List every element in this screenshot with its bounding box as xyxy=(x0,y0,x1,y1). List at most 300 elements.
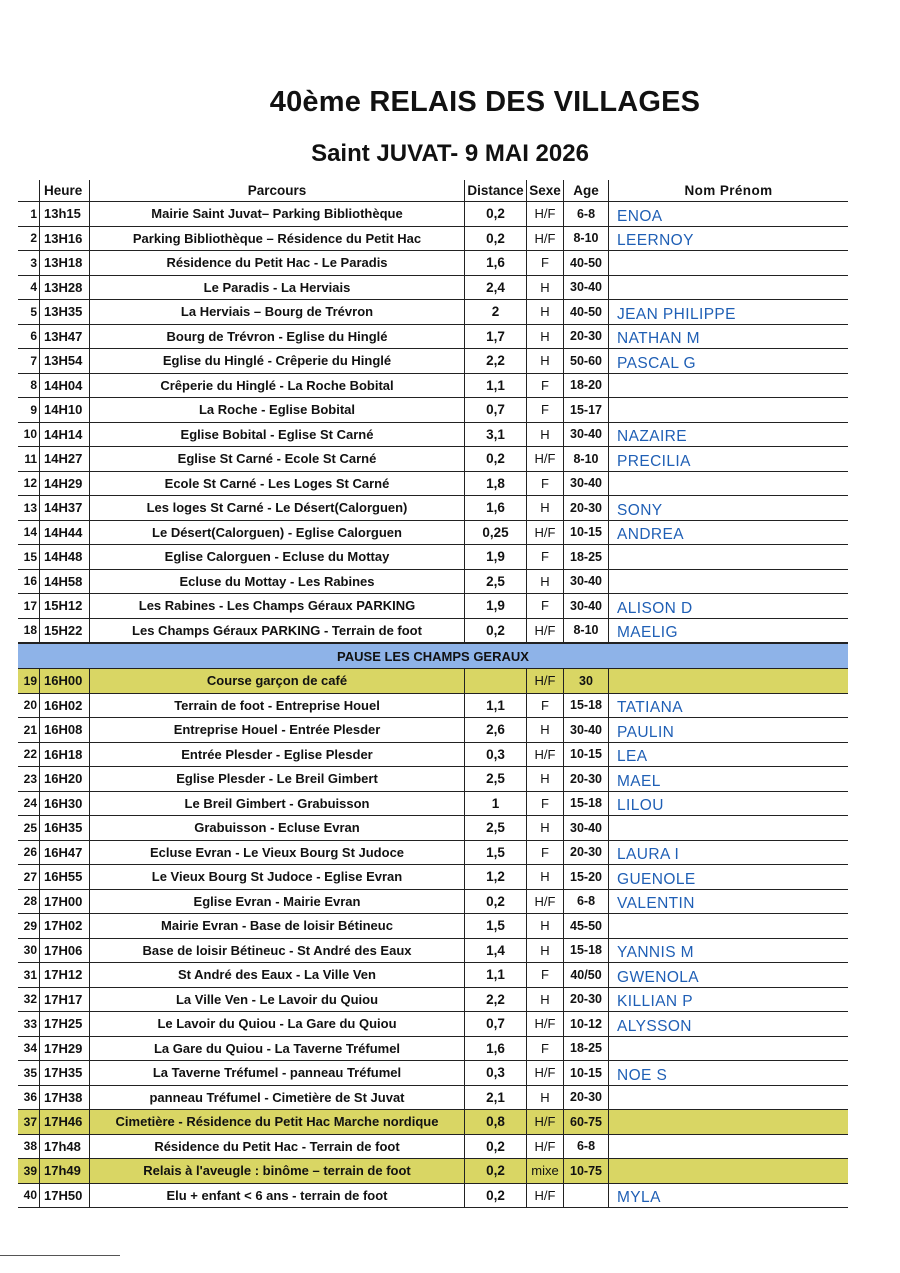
row-number: 5 xyxy=(18,300,40,324)
route-cell: Parking Bibliothèque – Résidence du Petit Hac xyxy=(90,227,465,251)
runner-name xyxy=(609,1086,848,1110)
distance-cell: 1,1 xyxy=(465,374,527,398)
runner-name xyxy=(609,251,848,275)
row-number: 9 xyxy=(18,398,40,422)
age-cell: 50-60 xyxy=(564,349,609,373)
table-row xyxy=(18,1110,848,1135)
distance-cell: 0,2 xyxy=(465,1184,527,1208)
sex-cell: F xyxy=(527,694,564,718)
table-row xyxy=(18,472,848,497)
start-time: 17H00 xyxy=(40,890,90,914)
route-cell: Elu + enfant < 6 ans - terrain de foot xyxy=(90,1184,465,1208)
start-time: 17h49 xyxy=(40,1159,90,1183)
route-cell: Eglise Evran - Mairie Evran xyxy=(90,890,465,914)
runner-name: LAURA I xyxy=(617,846,680,864)
page-subtitle: Saint JUVAT- 9 MAI 2026 xyxy=(311,140,589,167)
age-cell: 10-15 xyxy=(564,521,609,545)
start-time: 14H58 xyxy=(40,570,90,594)
sex-cell: F xyxy=(527,594,564,618)
row-number: 28 xyxy=(18,890,40,914)
age-cell: 30-40 xyxy=(564,816,609,840)
runner-name xyxy=(609,570,848,594)
route-cell: St André des Eaux - La Ville Ven xyxy=(90,963,465,987)
distance-cell: 1,1 xyxy=(465,963,527,987)
distance-cell: 0,25 xyxy=(465,521,527,545)
header-name: Nom Prénom xyxy=(684,183,773,198)
table-body-part1 xyxy=(18,202,848,643)
table-row xyxy=(18,374,848,399)
table-row xyxy=(18,1061,848,1086)
age-cell: 20-30 xyxy=(564,325,609,349)
age-cell: 20-30 xyxy=(564,767,609,791)
age-cell: 15-20 xyxy=(564,865,609,889)
start-time: 14H37 xyxy=(40,496,90,520)
sex-cell: F xyxy=(527,251,564,275)
route-cell: Les loges St Carné - Le Désert(Calorguen) xyxy=(90,496,465,520)
age-cell: 18-25 xyxy=(564,545,609,569)
sex-cell: H/F xyxy=(527,202,564,226)
runner-name xyxy=(609,1135,848,1159)
route-cell: La Taverne Tréfumel - panneau Tréfumel xyxy=(90,1061,465,1085)
sex-cell: H xyxy=(527,496,564,520)
runner-name: PRECILIA xyxy=(617,452,691,470)
age-cell: 30-40 xyxy=(564,276,609,300)
sex-cell: mixe xyxy=(527,1159,564,1183)
row-number: 14 xyxy=(18,521,40,545)
sex-cell: H xyxy=(527,349,564,373)
runner-name xyxy=(609,374,848,398)
table-row xyxy=(18,349,848,374)
age-cell: 8-10 xyxy=(564,227,609,251)
route-cell: Le Désert(Calorguen) - Eglise Calorguen xyxy=(90,521,465,545)
table-row xyxy=(18,1012,848,1037)
row-number: 18 xyxy=(18,619,40,643)
runner-name: MYLA xyxy=(617,1189,661,1207)
sex-cell: F xyxy=(527,545,564,569)
runner-name: GUENOLE xyxy=(617,870,696,888)
row-number: 13 xyxy=(18,496,40,520)
row-number: 29 xyxy=(18,914,40,938)
sex-cell: H xyxy=(527,767,564,791)
age-cell: 30-40 xyxy=(564,594,609,618)
row-number: 8 xyxy=(18,374,40,398)
sex-cell: F xyxy=(527,472,564,496)
page-title: 40ème RELAIS DES VILLAGES xyxy=(269,86,701,118)
row-number: 27 xyxy=(18,865,40,889)
route-cell: La Gare du Quiou - La Taverne Tréfumel xyxy=(90,1037,465,1061)
runner-name xyxy=(609,472,848,496)
runner-name: PASCAL G xyxy=(617,354,697,372)
row-number: 1 xyxy=(18,202,40,226)
table-row xyxy=(18,939,848,964)
age-cell: 30 xyxy=(564,669,609,693)
sex-cell: H xyxy=(527,276,564,300)
table-row xyxy=(18,963,848,988)
start-time: 13H47 xyxy=(40,325,90,349)
distance-cell: 2 xyxy=(465,300,527,324)
sex-cell: H xyxy=(527,939,564,963)
route-cell: Eglise Plesder - Le Breil Gimbert xyxy=(90,767,465,791)
start-time: 17H25 xyxy=(40,1012,90,1036)
table-row xyxy=(18,300,848,325)
route-cell: Eglise Calorguen - Ecluse du Mottay xyxy=(90,545,465,569)
distance-cell: 1,6 xyxy=(465,1037,527,1061)
distance-cell: 2,6 xyxy=(465,718,527,742)
start-time: 16H08 xyxy=(40,718,90,742)
age-cell: 15-17 xyxy=(564,398,609,422)
route-cell: Relais à l'aveugle : binôme – terrain de foot xyxy=(90,1159,465,1183)
route-cell: Ecluse Evran - Le Vieux Bourg St Judoce xyxy=(90,841,465,865)
age-cell: 40-50 xyxy=(564,300,609,324)
table-row xyxy=(18,325,848,350)
header-num xyxy=(18,180,40,201)
age-cell: 6-8 xyxy=(564,1135,609,1159)
runner-name xyxy=(609,1110,848,1134)
route-cell: Résidence du Petit Hac - Le Paradis xyxy=(90,251,465,275)
age-cell: 10-15 xyxy=(564,1061,609,1085)
runner-name xyxy=(609,1159,848,1183)
row-number: 21 xyxy=(18,718,40,742)
route-cell: Le Vieux Bourg St Judoce - Eglise Evran xyxy=(90,865,465,889)
start-time: 16H47 xyxy=(40,841,90,865)
distance-cell: 0,2 xyxy=(465,890,527,914)
sex-cell: H/F xyxy=(527,1012,564,1036)
runner-name: VALENTIN xyxy=(617,895,695,913)
runner-name: MAELIG xyxy=(617,624,678,642)
sex-cell: H xyxy=(527,325,564,349)
distance-cell: 0,7 xyxy=(465,1012,527,1036)
sex-cell: H/F xyxy=(527,1135,564,1159)
route-cell: Grabuisson - Ecluse Evran xyxy=(90,816,465,840)
sex-cell: H/F xyxy=(527,1110,564,1134)
start-time: 13H28 xyxy=(40,276,90,300)
row-number: 10 xyxy=(18,423,40,447)
sex-cell: H/F xyxy=(527,619,564,643)
start-time: 14H44 xyxy=(40,521,90,545)
start-time: 17H17 xyxy=(40,988,90,1012)
distance-cell: 0,3 xyxy=(465,1061,527,1085)
start-time: 16H35 xyxy=(40,816,90,840)
start-time: 15H22 xyxy=(40,619,90,643)
table-row xyxy=(18,1159,848,1184)
start-time: 14H29 xyxy=(40,472,90,496)
sex-cell: H/F xyxy=(527,669,564,693)
sex-cell: H/F xyxy=(527,1061,564,1085)
runner-name: TATIANA xyxy=(617,699,683,717)
route-cell: Les Rabines - Les Champs Géraux PARKING xyxy=(90,594,465,618)
age-cell: 40/50 xyxy=(564,963,609,987)
route-cell: Course garçon de café xyxy=(90,669,465,693)
table-body-part2 xyxy=(18,669,848,1208)
runner-name: ANDREA xyxy=(617,526,684,544)
distance-cell: 1,9 xyxy=(465,545,527,569)
sex-cell: H xyxy=(527,816,564,840)
route-cell: Eglise Bobital - Eglise St Carné xyxy=(90,423,465,447)
distance-cell: 1,8 xyxy=(465,472,527,496)
distance-cell: 3,1 xyxy=(465,423,527,447)
start-time: 17H46 xyxy=(40,1110,90,1134)
runner-name: ENOA xyxy=(617,207,663,225)
age-cell: 10-75 xyxy=(564,1159,609,1183)
runner-name: NAZAIRE xyxy=(617,428,687,446)
row-number: 36 xyxy=(18,1086,40,1110)
table-row xyxy=(18,1184,848,1209)
distance-cell: 1,4 xyxy=(465,939,527,963)
age-cell: 45-50 xyxy=(564,914,609,938)
distance-cell: 0,7 xyxy=(465,398,527,422)
row-number: 6 xyxy=(18,325,40,349)
age-cell: 8-10 xyxy=(564,619,609,643)
distance-cell: 2,2 xyxy=(465,988,527,1012)
age-cell: 30-40 xyxy=(564,570,609,594)
start-time: 17H02 xyxy=(40,914,90,938)
sex-cell: F xyxy=(527,792,564,816)
distance-cell: 1,5 xyxy=(465,914,527,938)
distance-cell: 2,2 xyxy=(465,349,527,373)
runner-name: JEAN PHILIPPE xyxy=(617,305,736,323)
distance-cell: 0,8 xyxy=(465,1110,527,1134)
start-time: 14H27 xyxy=(40,447,90,471)
distance-cell: 1,6 xyxy=(465,251,527,275)
age-cell: 20-30 xyxy=(564,496,609,520)
table-row xyxy=(18,988,848,1013)
row-number: 34 xyxy=(18,1037,40,1061)
start-time: 16H20 xyxy=(40,767,90,791)
age-cell: 20-30 xyxy=(564,1086,609,1110)
start-time: 13H16 xyxy=(40,227,90,251)
table-row xyxy=(18,619,848,644)
distance-cell: 1,5 xyxy=(465,841,527,865)
distance-cell: 1,7 xyxy=(465,325,527,349)
distance-cell: 1,9 xyxy=(465,594,527,618)
row-number: 39 xyxy=(18,1159,40,1183)
age-cell: 20-30 xyxy=(564,988,609,1012)
distance-cell: 2,1 xyxy=(465,1086,527,1110)
sex-cell: H/F xyxy=(527,890,564,914)
age-cell: 10-12 xyxy=(564,1012,609,1036)
start-time: 14H04 xyxy=(40,374,90,398)
runner-name xyxy=(609,669,848,693)
row-number: 15 xyxy=(18,545,40,569)
row-number: 30 xyxy=(18,939,40,963)
age-cell: 18-20 xyxy=(564,374,609,398)
age-cell: 15-18 xyxy=(564,694,609,718)
age-cell: 15-18 xyxy=(564,792,609,816)
sex-cell: H xyxy=(527,1086,564,1110)
table-row xyxy=(18,251,848,276)
table-row xyxy=(18,792,848,817)
row-number: 3 xyxy=(18,251,40,275)
row-number: 11 xyxy=(18,447,40,471)
distance-cell: 0,3 xyxy=(465,743,527,767)
runner-name: KILLIAN P xyxy=(617,993,693,1011)
route-cell: La Roche - Eglise Bobital xyxy=(90,398,465,422)
row-number: 4 xyxy=(18,276,40,300)
start-time: 13H54 xyxy=(40,349,90,373)
footer-rule xyxy=(0,1255,120,1256)
distance-cell: 1,6 xyxy=(465,496,527,520)
start-time: 16H02 xyxy=(40,694,90,718)
start-time: 16H30 xyxy=(40,792,90,816)
start-time: 17H06 xyxy=(40,939,90,963)
start-time: 17H38 xyxy=(40,1086,90,1110)
age-cell: 20-30 xyxy=(564,841,609,865)
table-row xyxy=(18,694,848,719)
distance-cell: 0,2 xyxy=(465,202,527,226)
row-number: 17 xyxy=(18,594,40,618)
route-cell: Eglise St Carné - Ecole St Carné xyxy=(90,447,465,471)
sex-cell: H xyxy=(527,865,564,889)
distance-cell: 2,5 xyxy=(465,570,527,594)
table-header xyxy=(18,180,848,202)
route-cell: Le Breil Gimbert - Grabuisson xyxy=(90,792,465,816)
table-row xyxy=(18,718,848,743)
route-cell: La Ville Ven - Le Lavoir du Quiou xyxy=(90,988,465,1012)
sex-cell: H xyxy=(527,988,564,1012)
runner-name: ALISON D xyxy=(617,599,693,617)
route-cell: Ecluse du Mottay - Les Rabines xyxy=(90,570,465,594)
start-time: 13H18 xyxy=(40,251,90,275)
runner-name: PAULIN xyxy=(617,723,675,741)
runner-name xyxy=(609,914,848,938)
route-cell: Résidence du Petit Hac - Terrain de foot xyxy=(90,1135,465,1159)
row-number: 23 xyxy=(18,767,40,791)
header-route: Parcours xyxy=(90,180,465,201)
sex-cell: H xyxy=(527,570,564,594)
table-row xyxy=(18,767,848,792)
start-time: 17h48 xyxy=(40,1135,90,1159)
route-cell: Le Paradis - La Herviais xyxy=(90,276,465,300)
runner-name xyxy=(609,545,848,569)
table-row xyxy=(18,1086,848,1111)
table-row xyxy=(18,202,848,227)
runner-name: YANNIS M xyxy=(617,944,694,962)
age-cell: 6-8 xyxy=(564,890,609,914)
table-row xyxy=(18,1135,848,1160)
route-cell: Mairie Saint Juvat– Parking Bibliothèque xyxy=(90,202,465,226)
table-row xyxy=(18,521,848,546)
distance-cell: 2,5 xyxy=(465,816,527,840)
header-sex: Sexe xyxy=(527,180,564,201)
start-time: 14H48 xyxy=(40,545,90,569)
age-cell: 30-40 xyxy=(564,423,609,447)
sex-cell: H xyxy=(527,300,564,324)
sex-cell: H xyxy=(527,718,564,742)
table-row xyxy=(18,276,848,301)
row-number: 32 xyxy=(18,988,40,1012)
route-cell: Base de loisir Bétineuc - St André des Eaux xyxy=(90,939,465,963)
route-cell: Cimetière - Résidence du Petit Hac Marche nordique xyxy=(90,1110,465,1134)
row-number: 35 xyxy=(18,1061,40,1085)
distance-cell: 1,2 xyxy=(465,865,527,889)
distance-cell: 0,2 xyxy=(465,619,527,643)
runner-name: NATHAN M xyxy=(617,330,700,348)
runner-name: SONY xyxy=(617,501,663,519)
route-cell: Eglise du Hinglé - Crêperie du Hinglé xyxy=(90,349,465,373)
row-number: 24 xyxy=(18,792,40,816)
age-cell: 15-18 xyxy=(564,939,609,963)
sex-cell: F xyxy=(527,1037,564,1061)
header-time: Heure xyxy=(40,180,90,201)
table-row xyxy=(18,227,848,252)
route-cell: Ecole St Carné - Les Loges St Carné xyxy=(90,472,465,496)
table-row xyxy=(18,447,848,472)
route-cell: Crêperie du Hinglé - La Roche Bobital xyxy=(90,374,465,398)
distance-cell: 0,2 xyxy=(465,1159,527,1183)
distance-cell: 0,2 xyxy=(465,447,527,471)
route-cell: Le Lavoir du Quiou - La Gare du Quiou xyxy=(90,1012,465,1036)
route-cell: La Herviais – Bourg de Trévron xyxy=(90,300,465,324)
row-number: 37 xyxy=(18,1110,40,1134)
route-cell: panneau Tréfumel - Cimetière de St Juvat xyxy=(90,1086,465,1110)
distance-cell: 2,5 xyxy=(465,767,527,791)
age-cell: 8-10 xyxy=(564,447,609,471)
age-cell: 40-50 xyxy=(564,251,609,275)
header-distance: Distance xyxy=(465,180,527,201)
start-time: 14H14 xyxy=(40,423,90,447)
start-time: 17H29 xyxy=(40,1037,90,1061)
start-time: 15H12 xyxy=(40,594,90,618)
sex-cell: H/F xyxy=(527,743,564,767)
runner-name: NOE S xyxy=(617,1066,668,1084)
route-cell: Bourg de Trévron - Eglise du Hinglé xyxy=(90,325,465,349)
start-time: 17H50 xyxy=(40,1184,90,1208)
table-row xyxy=(18,496,848,521)
row-number: 33 xyxy=(18,1012,40,1036)
sex-cell: H/F xyxy=(527,447,564,471)
runner-name: ALYSSON xyxy=(617,1017,692,1035)
age-cell: 18-25 xyxy=(564,1037,609,1061)
start-time: 13H35 xyxy=(40,300,90,324)
sex-cell: F xyxy=(527,398,564,422)
age-cell: 60-75 xyxy=(564,1110,609,1134)
start-time: 13h15 xyxy=(40,202,90,226)
table-row xyxy=(18,1037,848,1062)
row-number: 19 xyxy=(18,669,40,693)
distance-cell: 1 xyxy=(465,792,527,816)
pause-banner: PAUSE LES CHAMPS GERAUX xyxy=(18,643,848,669)
table-row xyxy=(18,743,848,768)
sex-cell: H/F xyxy=(527,1184,564,1208)
distance-cell: 1,1 xyxy=(465,694,527,718)
header-age: Age xyxy=(564,180,609,201)
table-row xyxy=(18,841,848,866)
row-number: 40 xyxy=(18,1184,40,1208)
relay-table xyxy=(18,180,848,1208)
row-number: 31 xyxy=(18,963,40,987)
table-row xyxy=(18,865,848,890)
table-row xyxy=(18,570,848,595)
distance-cell: 0,2 xyxy=(465,1135,527,1159)
runner-name: LILOU xyxy=(617,797,664,815)
sex-cell: H xyxy=(527,914,564,938)
table-row xyxy=(18,890,848,915)
age-cell xyxy=(564,1184,609,1208)
runner-name: MAEL xyxy=(617,772,661,790)
distance-cell: 2,4 xyxy=(465,276,527,300)
sex-cell: F xyxy=(527,374,564,398)
table-row xyxy=(18,398,848,423)
runner-name: GWENOLA xyxy=(617,968,700,986)
runner-name: LEA xyxy=(617,748,648,766)
start-time: 16H55 xyxy=(40,865,90,889)
runner-name xyxy=(609,816,848,840)
route-cell: Terrain de foot - Entreprise Houel xyxy=(90,694,465,718)
age-cell: 30-40 xyxy=(564,718,609,742)
start-time: 16H00 xyxy=(40,669,90,693)
row-number: 26 xyxy=(18,841,40,865)
table-row xyxy=(18,816,848,841)
